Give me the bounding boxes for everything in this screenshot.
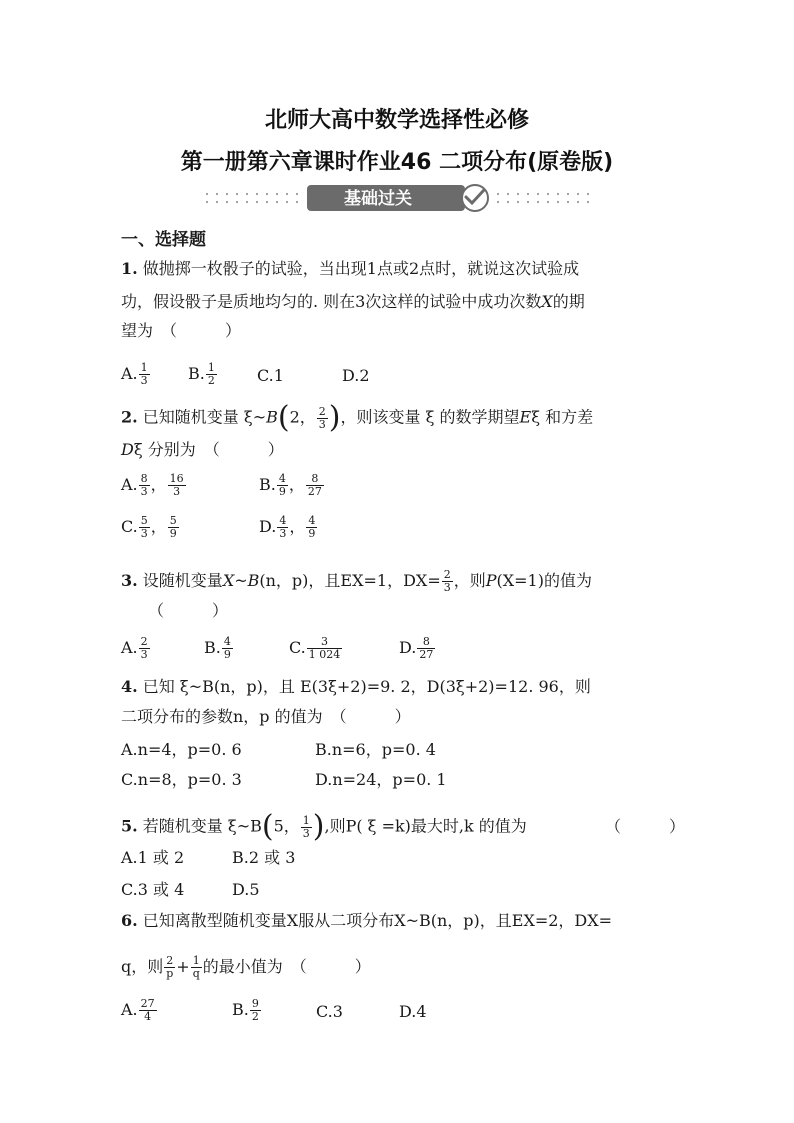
section-banner — [0, 182, 794, 214]
q2-option-c[interactable]: C. $\frac{5}{3}$ ， $\frac{5}{9}$ — [121, 514, 177, 540]
checkmark-pencil-icon — [462, 185, 488, 211]
q6-number: 6. — [121, 911, 138, 930]
q5-option-b[interactable]: B.2 或 3 — [232, 848, 296, 867]
q2-line1: 2. 已知随机变量 ξ~B(2， $\frac{2}{3}$ )，则该变量 ξ 的数学期望Eξ 和方差 — [121, 400, 594, 435]
section-heading: 一、选择题 — [121, 230, 206, 250]
q4-line1: 4. 已知 ξ~B(n，p)，且 E(3ξ+2)=9. 2，D(3ξ+2)=12. 96，则 — [121, 677, 591, 696]
q2-number: 2. — [121, 407, 138, 427]
q3-option-b[interactable]: B. $\frac{4}{9}$ — [204, 635, 231, 661]
page-title: 北师大高中数学选择性必修 — [264, 108, 529, 133]
q1-line2 — [121, 292, 585, 312]
q5-number: 5. — [121, 816, 138, 836]
q5-option-d[interactable]: D.5 — [232, 880, 260, 899]
q2-line2: Dξ 分别为 （ ） — [121, 440, 284, 459]
q5-answer-paren: （ ） — [605, 817, 686, 836]
q4-option-c[interactable]: C.n=8，p=0. 3 — [121, 770, 242, 789]
q6-option-b[interactable]: B. $\frac{9}{2}$ — [232, 997, 259, 1023]
q2-option-d[interactable]: D. $\frac{4}{3}$ ， $\frac{4}{9}$ — [259, 514, 316, 540]
q1-text2a: 功，假设骰子是质地均匀的. 则在3次这样的试验中成功次数 — [121, 292, 542, 311]
q1-option-d[interactable]: D.2 — [342, 366, 370, 385]
banner-text: 基础过关 — [344, 189, 412, 209]
q6-option-d[interactable]: D.4 — [399, 1002, 427, 1021]
banner-dots-right — [497, 193, 589, 203]
q3-line1: 3. 设随机变量X~B(n，p)，且EX=1，DX= $\frac{2}{3}$ ，则P(X=1)的值为 — [121, 568, 592, 594]
q1-option-c[interactable]: C.1 — [257, 366, 284, 385]
q1-line1 — [121, 259, 579, 279]
q4-option-d[interactable]: D.n=24，p=0. 1 — [315, 770, 447, 789]
q3-option-c[interactable]: C. $\frac{3}{1 024}$ — [289, 635, 341, 661]
q6-option-c[interactable]: C.3 — [316, 1002, 343, 1021]
q2-option-a[interactable]: A. $\frac{8}{3}$ ， $\frac{16}{3}$ — [121, 472, 184, 498]
q4-option-a[interactable]: A.n=4，p=0. 6 — [121, 740, 242, 759]
q4-number: 4. — [121, 677, 138, 696]
q4-option-b[interactable]: B.n=6，p=0. 4 — [315, 740, 436, 759]
q1-option-b[interactable]: B. $\frac{1}{2}$ — [188, 361, 215, 387]
q3-number: 3. — [121, 571, 138, 590]
q1-number: 1. — [121, 259, 138, 278]
q3-option-d[interactable]: D. $\frac{8}{27}$ — [399, 635, 434, 661]
q5-option-c[interactable]: C.3 或 4 — [121, 880, 185, 899]
q6-line1: 6. 已知离散型随机变量X服从二项分布X~B(n，p)，且EX=2，DX= — [121, 911, 613, 930]
page-subtitle: 第一册第六章课时作业46 二项分布(原卷版) — [180, 150, 614, 175]
q3-line2: （ ） — [148, 601, 229, 620]
banner-dots-left — [206, 193, 298, 203]
q5-line1: 5. 若随机变量 ξ~B(5， $\frac{1}{3}$ ),则P( ξ =k)最大时,k 的值为 — [121, 809, 527, 844]
q1-line3: 望为 （ ） — [121, 321, 242, 340]
q1-text2c: 的期 — [552, 292, 585, 311]
q5-option-a[interactable]: A.1 或 2 — [121, 848, 185, 867]
q4-line2: 二项分布的参数n，p 的值为 （ ） — [121, 707, 411, 726]
q6-line2: q，则 $\frac{2}{p}$ + $\frac{1}{q}$ 的最小值为 （ ） — [121, 954, 371, 980]
q6-option-a[interactable]: A. $\frac{27}{4}$ — [121, 997, 155, 1023]
q3-option-a[interactable]: A. $\frac{2}{3}$ — [121, 635, 148, 661]
q1-option-a[interactable]: A. $\frac{1}{3}$ — [121, 361, 148, 387]
q2-option-b[interactable]: B. $\frac{4}{9}$ ， $\frac{8}{27}$ — [259, 472, 322, 498]
q1-text1: 做抛掷一枚骰子的试验，当出现1点或2点时，就说这次试验成 — [142, 259, 580, 278]
q1-var-x: X — [541, 292, 553, 311]
